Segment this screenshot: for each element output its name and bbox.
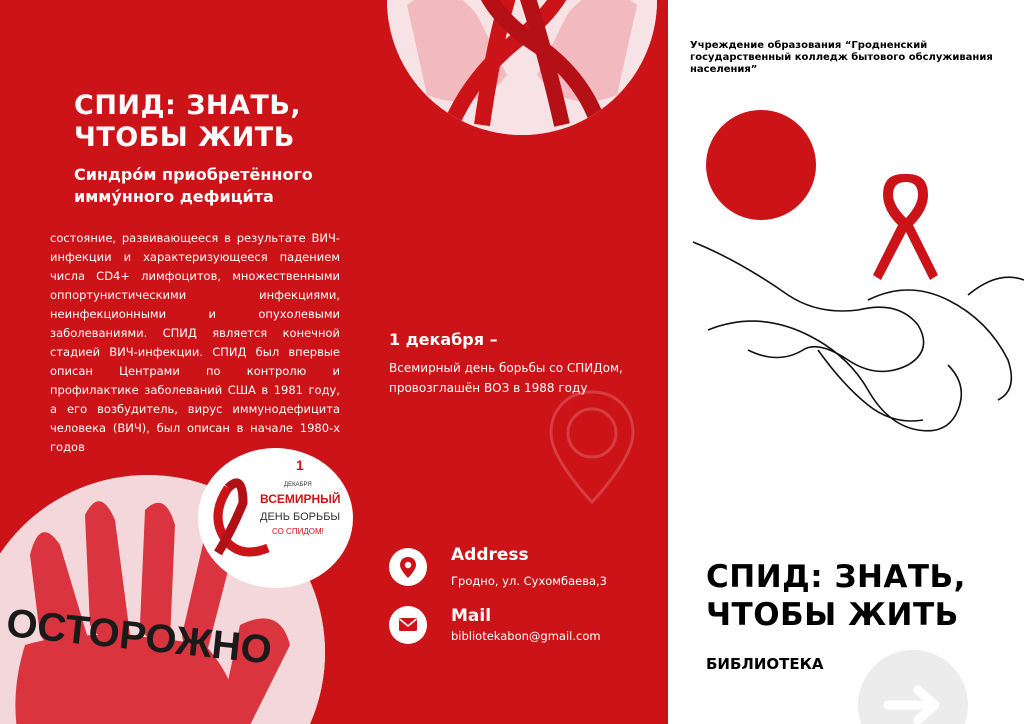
date-title: 1 декабря –: [389, 330, 498, 349]
institution-name: Учреждение образования “Гродненский государственный колледж бытового обслуживания населения”: [690, 40, 993, 75]
ribbon-hands-illustration: [387, 0, 657, 135]
badge-line1: ВСЕМИРНЫЙ: [260, 492, 341, 506]
mail-label: Mail: [451, 606, 492, 626]
location-pin-icon: [547, 388, 637, 506]
address-icon: [389, 548, 427, 586]
right-panel: [668, 0, 1024, 724]
left-panel: [0, 0, 357, 724]
subtitle: Синдро́м приобретённого иммýнного дефици́та: [74, 165, 313, 206]
next-arrow-button[interactable]: [858, 650, 968, 724]
main-title: СПИД: ЗНАТЬ, ЧТОБЫ ЖИТЬ: [74, 90, 302, 153]
mail-icon-wrap: [389, 606, 427, 644]
badge-line2: ДЕНЬ БОРЬБЫ: [260, 511, 341, 523]
address-label: Address: [451, 545, 529, 565]
description-text: состояние, развивающееся в результате ВИЧ-инфекции и характеризующееся падением числа CD4+ лимфоцитов, множественными оппортунистическими инфекциями, неинфекционными и опухолевыми заболеваниями. СПИД является конечной стадией ВИЧ-инфекции. СПИД был впервые описан Центрами по контролю и профилактике заболеваний США в 1981 году, а его возбудитель, вирус иммунодефицита человека (ВИЧ), был описан в начале 1980-х годов: [50, 231, 340, 454]
right-title: СПИД: ЗНАТЬ, ЧТОБЫ ЖИТЬ: [706, 559, 966, 633]
badge-number: 1: [296, 457, 304, 473]
world-aids-day-badge: [198, 448, 353, 588]
red-ribbon-icon: [873, 174, 938, 280]
badge-line3: СО СПИДОМ!: [272, 527, 324, 536]
date-description: Всемирный день борьбы со СПИДом, провозглашён ВОЗ в 1988 году: [389, 361, 623, 395]
library-label: БИБЛИОТЕКА: [706, 655, 824, 673]
middle-panel: [357, 0, 668, 724]
mail-value[interactable]: bibliotekabon@gmail.com: [451, 629, 601, 643]
badge-month: ДЕКАБРЯ: [284, 482, 312, 488]
caution-text: ОСТОРОЖНО: [4, 601, 274, 673]
ribbon-holding-hands-illustration: [668, 150, 1024, 470]
location-pin-icon: [389, 548, 427, 586]
address-value: Гродно, ул. Сухомбаева,3: [451, 574, 607, 588]
arrow-right-icon: [858, 650, 968, 724]
mail-icon: [389, 606, 427, 644]
